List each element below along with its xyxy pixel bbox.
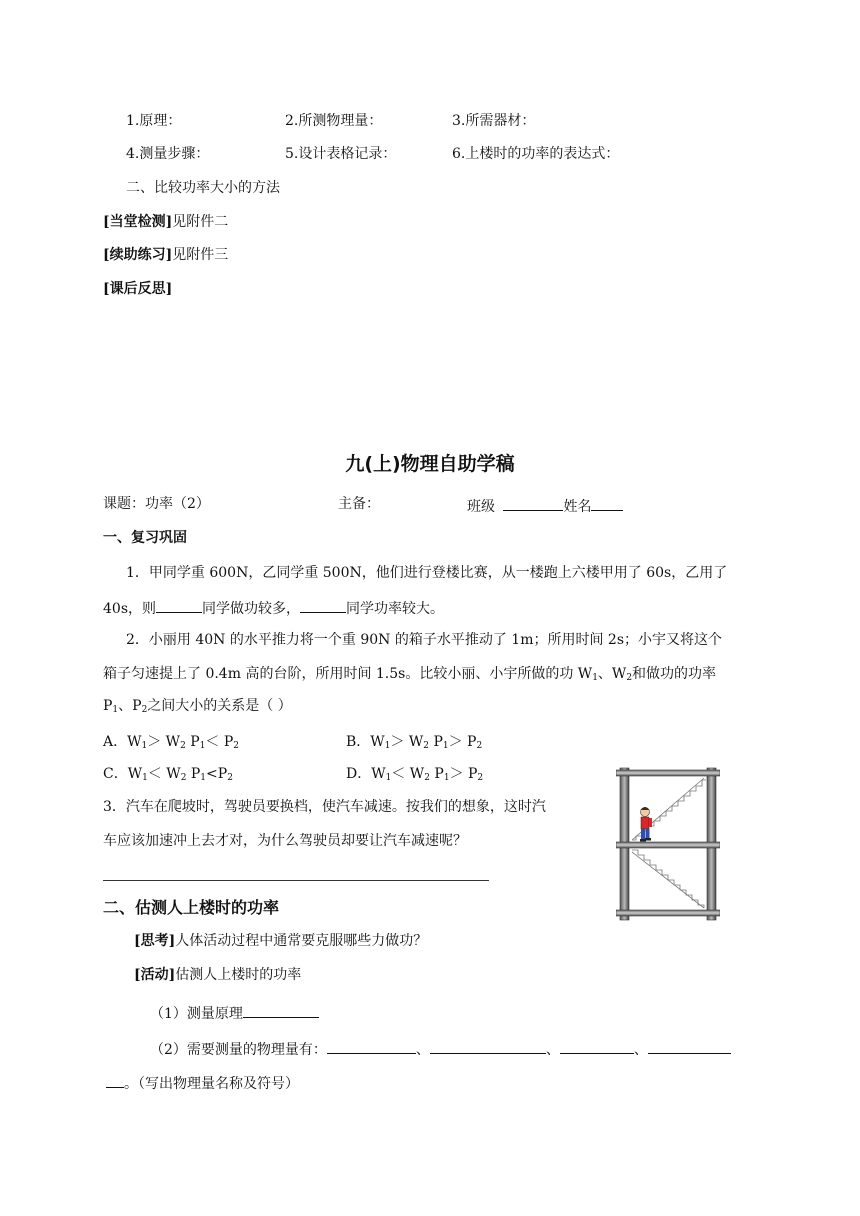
question-2-line-3 xyxy=(103,699,292,713)
check-line xyxy=(103,215,228,229)
step-1 xyxy=(150,1004,319,1021)
review-heading: 一、复习巩固 xyxy=(103,530,187,546)
step-2 xyxy=(150,1040,731,1057)
think-line xyxy=(134,934,427,948)
step-2-text: （2）需要测量的物理量有： xyxy=(150,1042,327,1058)
sub-2: 2 xyxy=(141,705,148,715)
q2-text-1: 箱子匀速提上了 0.4m 高的台阶，所用时间 1.5s。比较小丽、小宇所做的功 W xyxy=(103,666,593,682)
option-a[interactable]: A．$W_1> W_2$ $P_1< P_2$ xyxy=(103,734,240,751)
activity-text: 估测人上楼时的功率 xyxy=(175,967,302,983)
practice-label: [续助练习] xyxy=(103,247,173,263)
activity-label: [活动] xyxy=(134,967,176,983)
quantity-blank-3[interactable] xyxy=(560,1040,634,1054)
separator: 、 xyxy=(545,1042,560,1058)
name-label: 姓名 xyxy=(563,499,592,515)
option-b[interactable]: B．$W_1> W_2$ $P_1> P_2$ xyxy=(346,734,483,751)
person-icon xyxy=(640,807,652,842)
question-2-line-1: 2．小丽用 40N 的水平推力将一个重 90N 的箱子水平推动了 1m；所用时间 2s；小宇又将这个 xyxy=(126,632,723,648)
quantity-blank-4[interactable] xyxy=(648,1040,731,1054)
item-equipment: 3.所需器材： xyxy=(452,113,536,129)
step-1-text: （1）测量原理 xyxy=(150,1006,243,1022)
lead-author: 主备： xyxy=(338,496,380,512)
question-1-line-2 xyxy=(103,599,444,616)
q2-text-2: 、W xyxy=(597,666,627,682)
item-principle: 1.原理： xyxy=(126,113,182,129)
sub-1: 1 xyxy=(592,673,598,683)
question-3-line-2: 车应该加速冲上去才对，为什么驾驶员却要让汽车减速呢？ xyxy=(103,833,467,849)
quantity-blank-5[interactable] xyxy=(106,1074,124,1088)
separator: 、 xyxy=(633,1042,648,1058)
q1-text-3: 同学功率较大。 xyxy=(346,601,444,617)
quantity-blank-2[interactable] xyxy=(430,1040,546,1054)
q2-text-5: 、P xyxy=(118,698,142,714)
quantity-blank-1[interactable] xyxy=(327,1040,416,1054)
check-label: [当堂检测] xyxy=(103,214,173,230)
q2-text-6: 之间大小的关系是（ ） xyxy=(147,698,292,714)
practice-line xyxy=(103,248,228,262)
topic: 课题：功率（2） xyxy=(103,496,210,512)
item-expression: 6.上楼时的功率的表达式： xyxy=(452,146,620,162)
q2-text-4: P xyxy=(103,698,113,714)
question-2-line-2 xyxy=(103,667,716,681)
q1-blank-2[interactable] xyxy=(300,599,346,613)
think-label: [思考] xyxy=(134,933,176,949)
class-name-line xyxy=(467,497,623,514)
question-3-line-1: 3．汽车在爬坡时，驾驶员要换档，使汽车减速。按我们的想象，这时汽 xyxy=(103,799,546,815)
estimate-heading: 二、估测人上楼时的功率 xyxy=(103,898,280,917)
item-table: 5.设计表格记录： xyxy=(285,146,397,162)
step-2-continued xyxy=(106,1074,299,1091)
answer-line[interactable] xyxy=(103,880,489,881)
step-2-end: 。（写出物理量名称及符号） xyxy=(124,1076,299,1092)
reflect-label: [课后反思] xyxy=(103,281,173,297)
item-measured-quantities: 2.所测物理量： xyxy=(285,113,383,129)
practice-text: 见附件三 xyxy=(172,247,229,263)
question-1-line-1: 1．甲同学重 600N，乙同学重 500N，他们进行登楼比赛，从一楼跑上六楼甲用了 60s，乙用了 xyxy=(126,565,728,581)
activity-line xyxy=(134,968,301,982)
q1-blank-1[interactable] xyxy=(156,599,202,613)
think-text: 人体活动过程中通常要克服哪些力做功？ xyxy=(175,933,428,949)
sub-2: 2 xyxy=(626,673,633,683)
name-blank[interactable] xyxy=(591,497,623,511)
separator: 、 xyxy=(415,1042,430,1058)
option-c[interactable]: C．$W_1< W_2$ $P_1<P_2$ xyxy=(103,766,233,783)
class-label: 班级 xyxy=(467,499,495,515)
staircase-illustration xyxy=(616,766,720,922)
principle-blank[interactable] xyxy=(243,1004,319,1018)
q1-text-1: 40s，则 xyxy=(103,601,156,617)
check-text: 见附件二 xyxy=(172,214,229,230)
q2-text-3: 和做功的功率 xyxy=(632,666,717,682)
item-steps: 4.测量步骤： xyxy=(126,146,210,162)
q1-text-2: 同学做功较多， xyxy=(202,601,300,617)
option-d[interactable]: D．$W_1< W_2$ $P_1> P_2$ xyxy=(346,766,484,783)
sub-1: 1 xyxy=(112,705,119,715)
page-title: 九(上)物理自助学稿 xyxy=(345,453,515,475)
section-compare-power: 二、比较功率大小的方法 xyxy=(126,180,280,196)
class-blank[interactable] xyxy=(503,497,563,511)
